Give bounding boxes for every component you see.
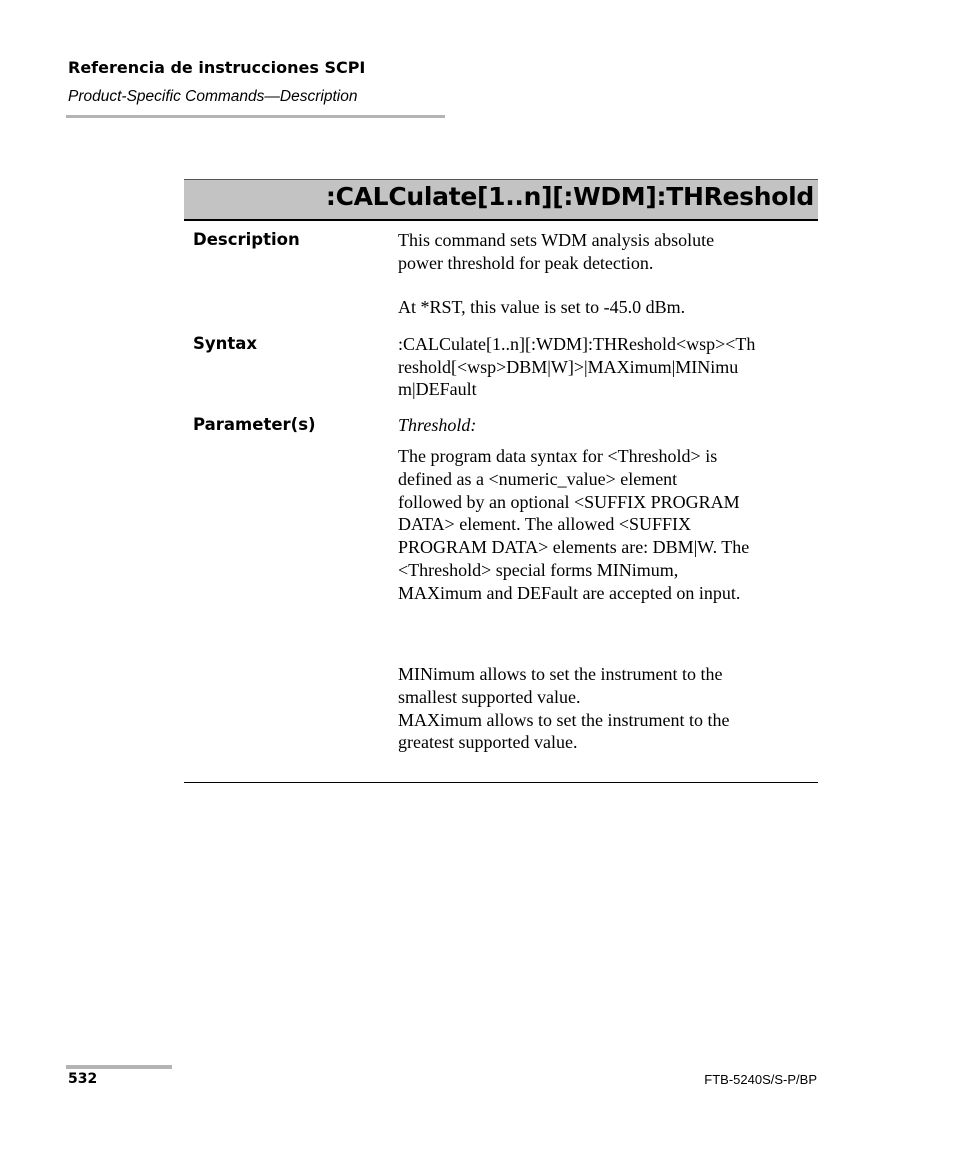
parameter-note-line: greatest supported value. [398,732,578,752]
parameter-body-line: <Threshold> special forms MINimum, [398,560,679,580]
parameter-body-line: defined as a <numeric_value> element [398,469,678,489]
rst-value-text: At *RST, this value is set to -45.0 dBm. [398,297,686,317]
table-bottom-rule [184,782,818,783]
parameter-body-line: PROGRAM DATA> elements are: DBM|W. The [398,537,750,557]
command-title-bar [184,179,818,221]
syntax-line: :CALCulate[1..n][:WDM]:THReshold<wsp><Th [398,334,756,354]
description-line: power threshold for peak detection. [398,253,654,273]
description-line: This command sets WDM analysis absolute [398,230,715,250]
section-subtitle: Product-Specific Commands—Description [68,88,358,105]
parameter-body-line: followed by an optional <SUFFIX PROGRAM [398,492,740,512]
description-label: Description [193,230,300,249]
chapter-title: Referencia de instrucciones SCPI [68,58,366,77]
command-title: :CALCulate[1..n][:WDM]:THReshold [325,182,814,211]
parameter-note-line: MAXimum allows to set the instrument to the [398,710,730,730]
parameter-body-line: MAXimum and DEFault are accepted on input. [398,583,741,603]
parameter-name: Threshold: [398,415,477,435]
parameter-body-line: DATA> element. The allowed <SUFFIX [398,514,691,534]
page-number: 532 [68,1071,98,1087]
parameter-note-line: MINimum allows to set the instrument to the [398,664,723,684]
header-rule [66,115,445,118]
parameter-body-line: The program data syntax for <Threshold> is [398,446,718,466]
syntax-line: reshold[<wsp>DBM|W]>|MAXimum|MINimu [398,357,739,377]
syntax-label: Syntax [193,334,258,353]
footer-rule [66,1065,172,1069]
syntax-line: m|DEFault [398,379,477,399]
parameters-label: Parameter(s) [193,415,316,434]
parameter-note-line: smallest supported value. [398,687,581,707]
product-name: FTB-5240S/S-P/BP [704,1072,817,1087]
